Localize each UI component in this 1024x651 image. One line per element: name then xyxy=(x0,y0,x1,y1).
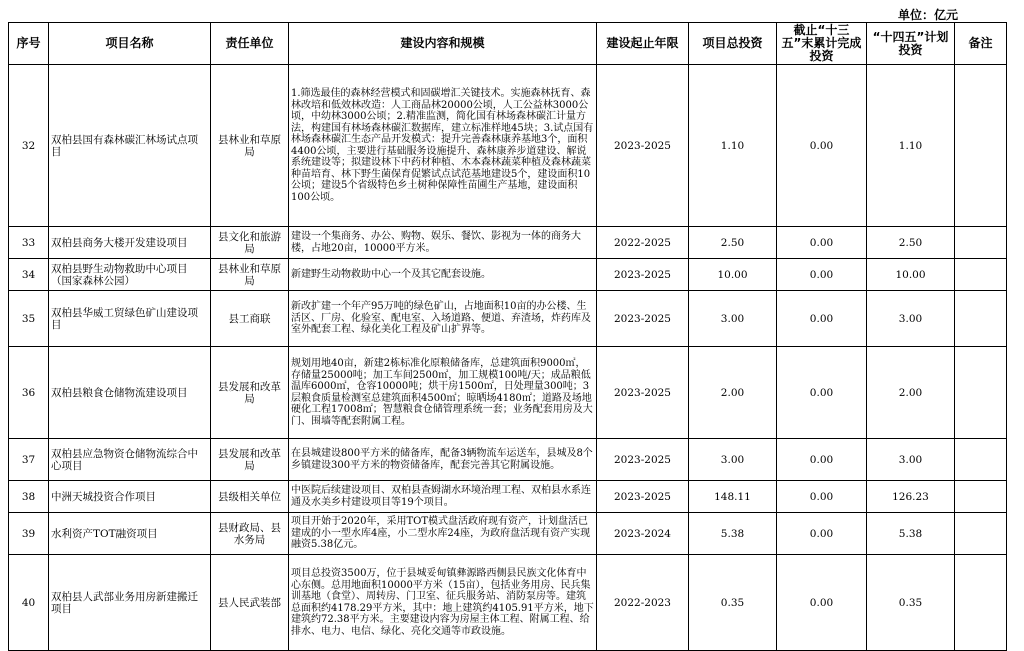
row-period: 2023-2025 xyxy=(597,259,689,291)
row-seq: 34 xyxy=(9,259,49,291)
row-unit: 县发展和改革局 xyxy=(211,439,289,481)
row-seq: 36 xyxy=(9,347,49,439)
row-done: 0.00 xyxy=(777,347,867,439)
row-unit: 县工商联 xyxy=(211,291,289,347)
row-name: 双柏县人武部业务用房新建搬迁项目 xyxy=(49,555,211,651)
header-row xyxy=(9,23,1007,65)
row-seq: 39 xyxy=(9,513,49,555)
row-plan: 3.00 xyxy=(867,439,955,481)
row-done: 0.00 xyxy=(777,65,867,227)
header-plan: “十四五”计划投资 xyxy=(867,23,955,65)
row-seq: 32 xyxy=(9,65,49,227)
row-content: 建设一个集商务、办公、购物、娱乐、餐饮、影视为一体的商务大楼，占地20亩，10000平方米。 xyxy=(289,227,597,259)
row-note xyxy=(955,227,1007,259)
row-seq: 37 xyxy=(9,439,49,481)
row-name: 双柏县国有森林碳汇林场试点项目 xyxy=(49,65,211,227)
row-plan: 126.23 xyxy=(867,481,955,513)
row-note xyxy=(955,347,1007,439)
table-row xyxy=(9,513,1007,555)
row-total: 3.00 xyxy=(689,439,777,481)
table-row xyxy=(9,65,1007,227)
row-name: 中洲天城投资合作项目 xyxy=(49,481,211,513)
row-plan: 5.38 xyxy=(867,513,955,555)
row-unit: 县林业和草原局 xyxy=(211,259,289,291)
row-content: 中医院后续建设项目、双柏县查姆湖水环境治理工程、双柏县水系连通及水美乡村建设项目等19个项目。 xyxy=(289,481,597,513)
row-total: 10.00 xyxy=(689,259,777,291)
row-note xyxy=(955,291,1007,347)
row-plan: 2.00 xyxy=(867,347,955,439)
row-content: 项目开始于2020年，采用TOT模式盘活政府现有资产，计划盘活已建成的小一型水库4座，小二型水库24座，为政府盘活现有资产实现融资5.38亿元。 xyxy=(289,513,597,555)
header-unit: 责任单位 xyxy=(211,23,289,65)
table-row xyxy=(9,259,1007,291)
row-unit: 县林业和草原局 xyxy=(211,65,289,227)
row-total: 5.38 xyxy=(689,513,777,555)
row-name: 双柏县应急物资仓储物流综合中心项目 xyxy=(49,439,211,481)
row-note xyxy=(955,65,1007,227)
table-row xyxy=(9,555,1007,651)
row-plan: 3.00 xyxy=(867,291,955,347)
row-unit: 县级相关单位 xyxy=(211,481,289,513)
row-plan: 0.35 xyxy=(867,555,955,651)
row-plan: 1.10 xyxy=(867,65,955,227)
row-name: 双柏县粮食仓储物流建设项目 xyxy=(49,347,211,439)
row-note xyxy=(955,513,1007,555)
row-name: 双柏县华威工贸绿色矿山建设项目 xyxy=(49,291,211,347)
table-row xyxy=(9,347,1007,439)
row-seq: 35 xyxy=(9,291,49,347)
row-content: 1.筛选最佳的森林经营模式和固碳增汇关键技术。实施森林抚育、森林改培和低效林改造：人工商品林20000公顷，人工公益林3000公顷，中幼林3000公顷；2.精准监测，简化国有林场森林碳汇计量方法，构建国有林场森林碳汇数据库，建立标准样地45块；3.试点国有林场森林碳汇生态产品开发模式：提升完善森林康养基地3个，面积4400公顷，主要进行基础服务设施提升、森林康养步道建设、解说系统建设等；拟建设林下中药材种植、木本森林蔬菜种植及森林蔬菜种苗培育、林下野生菌保育促繁试点试范基地建设5个，建设面积10公顷；建设5个省级特色乡土树种保障性苗圃生产基地，建设面积100公顷。 xyxy=(289,65,597,227)
row-period: 2023-2025 xyxy=(597,481,689,513)
row-period: 2023-2025 xyxy=(597,439,689,481)
row-content: 规划用地40亩，新建2栋标准化原粮储备库，总建筑面积9000㎡，存储量25000吨；加工车间2500㎡，加工规模100吨/天；成品粮低温库6000㎡，仓容10000吨；烘干房1500㎡，日处理量300吨；3层粮食质量检测室总建筑面积4500㎡；晾晒场4180㎡；道路及场地硬化工程17008㎡；智慧粮食仓储管理系统一套；业务配套用房及大门、围墙等配套附属工程。 xyxy=(289,347,597,439)
row-unit: 县人民武装部 xyxy=(211,555,289,651)
table-row xyxy=(9,227,1007,259)
row-done: 0.00 xyxy=(777,291,867,347)
row-period: 2023-2025 xyxy=(597,347,689,439)
row-content: 在县城建设800平方米的储备库，配备3辆物流车运送车，县城及8个乡镇建设300平方米的物资储备库，配套完善其它附属设施。 xyxy=(289,439,597,481)
project-table xyxy=(8,22,1007,651)
header-period: 建设起止年限 xyxy=(597,23,689,65)
header-done: 截止“十三五”末累计完成投资 xyxy=(777,23,867,65)
row-total: 1.10 xyxy=(689,65,777,227)
row-name: 双柏县野生动物救助中心项目（国家森林公园） xyxy=(49,259,211,291)
table-row xyxy=(9,291,1007,347)
row-total: 2.00 xyxy=(689,347,777,439)
row-done: 0.00 xyxy=(777,259,867,291)
header-content: 建设内容和规模 xyxy=(289,23,597,65)
row-note xyxy=(955,555,1007,651)
row-period: 2023-2024 xyxy=(597,513,689,555)
table-row xyxy=(9,439,1007,481)
row-done: 0.00 xyxy=(777,555,867,651)
row-total: 0.35 xyxy=(689,555,777,651)
row-plan: 10.00 xyxy=(867,259,955,291)
row-unit: 县发展和改革局 xyxy=(211,347,289,439)
row-total: 148.11 xyxy=(689,481,777,513)
header-total: 项目总投资 xyxy=(689,23,777,65)
row-period: 2022-2025 xyxy=(597,227,689,259)
row-period: 2023-2025 xyxy=(597,65,689,227)
row-name: 双柏县商务大楼开发建设项目 xyxy=(49,227,211,259)
row-note xyxy=(955,259,1007,291)
table-row xyxy=(9,481,1007,513)
row-seq: 33 xyxy=(9,227,49,259)
row-content: 新建野生动物救助中心一个及其它配套设施。 xyxy=(289,259,597,291)
row-done: 0.00 xyxy=(777,513,867,555)
row-content: 项目总投资3500万，位于县城妥甸镇彝源路西侧县民族文化体育中心东侧。总用地面积10000平方米（15亩），包括业务用房、民兵集训基地（食堂）、周转房、门卫室、征兵服务站、消防泵房等。建筑总面积约4178.29平方米，其中：地上建筑约4105.91平方米，地下建筑约72.38平方米。主要建设内容为房屋主体工程、附属工程、给排水、电力、电信、绿化、亮化交通等市政设施。 xyxy=(289,555,597,651)
row-period: 2023-2025 xyxy=(597,291,689,347)
header-seq: 序号 xyxy=(9,23,49,65)
row-done: 0.00 xyxy=(777,481,867,513)
row-note xyxy=(955,439,1007,481)
row-plan: 2.50 xyxy=(867,227,955,259)
row-name: 水利资产TOT融资项目 xyxy=(49,513,211,555)
row-total: 2.50 xyxy=(689,227,777,259)
row-done: 0.00 xyxy=(777,227,867,259)
row-unit: 县财政局、县水务局 xyxy=(211,513,289,555)
header-name: 项目名称 xyxy=(49,23,211,65)
row-period: 2022-2023 xyxy=(597,555,689,651)
row-note xyxy=(955,481,1007,513)
row-done: 0.00 xyxy=(777,439,867,481)
header-note: 备注 xyxy=(955,23,1007,65)
row-content: 新改扩建一个年产95万吨的绿色矿山，占地面积10亩的办公楼、生活区、厂房、化验室、配电室、入场道路、便道、弃渣场，炸药库及室外配套工程、绿化美化工程及矿山扩界等。 xyxy=(289,291,597,347)
row-unit: 县文化和旅游局 xyxy=(211,227,289,259)
row-seq: 38 xyxy=(9,481,49,513)
row-seq: 40 xyxy=(9,555,49,651)
row-total: 3.00 xyxy=(689,291,777,347)
unit-label: 单位：亿元 xyxy=(898,8,959,22)
